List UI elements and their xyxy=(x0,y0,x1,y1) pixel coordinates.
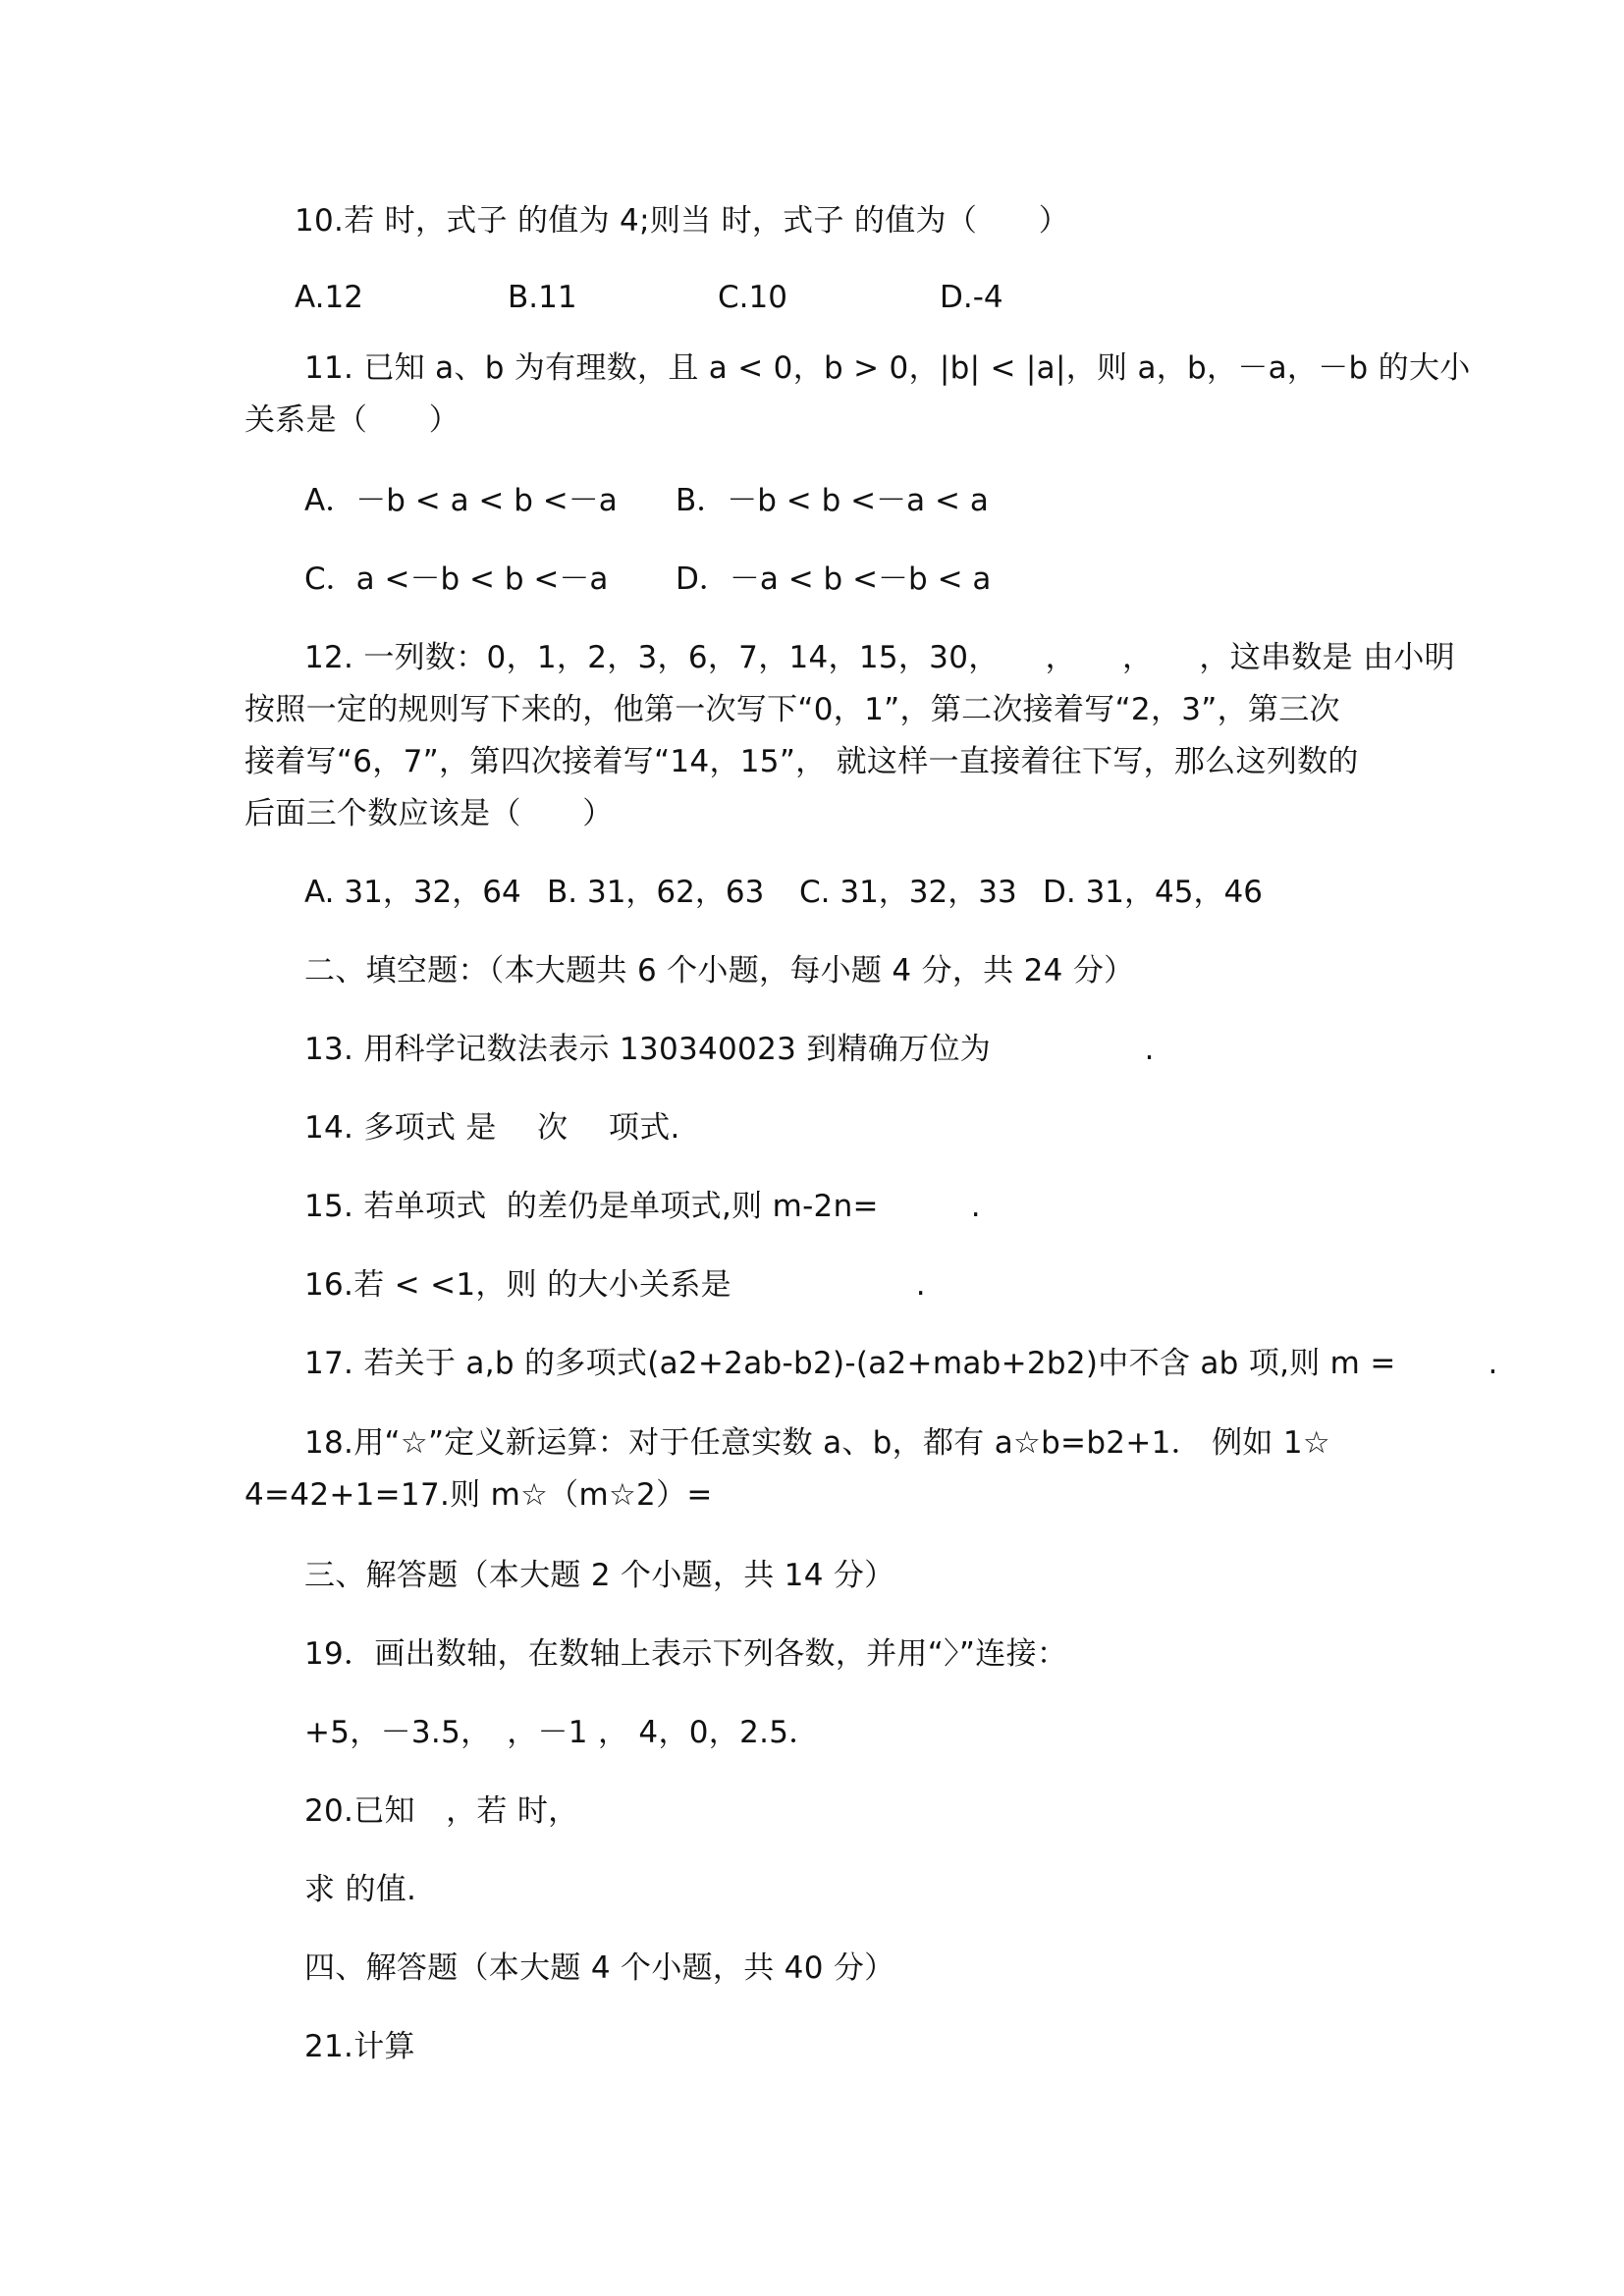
q12-option-d: D. 31，45，46 xyxy=(1043,875,1263,910)
q20-line2: 求 的值. xyxy=(304,1872,417,1907)
q12-option-a: A. 31，32，64 xyxy=(304,875,521,910)
q10-option-d: D.-4 xyxy=(940,280,1003,315)
q18-line1: 18.用“☆”定义新运算：对于任意实数 a、b，都有 a☆b=b2+1． 例如 1☆ xyxy=(304,1425,1330,1461)
q11-option-c: C．a <－b < b <－a xyxy=(304,561,609,597)
q11-stem-line1: 11. 已知 a、b 为有理数，且 a < 0，b > 0，|b| < |a|，则 a，b，－a，－b 的大小 xyxy=(304,350,1471,386)
q20-line1: 20.已知 ，若 时， xyxy=(304,1793,579,1829)
q10-option-b: B.11 xyxy=(508,280,577,315)
section-3-heading: 三、解答题（本大题 2 个小题，共 14 分） xyxy=(304,1558,895,1593)
q11-option-a: A．－b < a < b <－a xyxy=(304,483,618,518)
q17: 17. 若关于 a,b 的多项式(a2+2ab-b2)-(a2+mab+2b2)中不含 ab 项,则 m = . xyxy=(304,1346,1498,1381)
q12-option-c: C. 31，32，33 xyxy=(799,875,1017,910)
q21: 21.计算 xyxy=(304,2029,415,2064)
q11-stem-line2: 关系是（ ） xyxy=(244,402,460,438)
q10-option-a: A.12 xyxy=(295,280,363,315)
q11-option-d: D．－a < b <－b < a xyxy=(676,561,992,597)
q11-option-b: B．－b < b <－a < a xyxy=(676,483,989,518)
section-4-heading: 四、解答题（本大题 4 个小题，共 40 分） xyxy=(304,1950,895,1986)
q10-stem: 10.若 时，式子 的值为 4;则当 时，式子 的值为（ ） xyxy=(295,203,1070,239)
section-2-heading: 二、填空题：（本大题共 6 个小题，每小题 4 分，共 24 分） xyxy=(304,953,1135,988)
q14: 14. 多项式 是 次 项式. xyxy=(304,1110,680,1146)
q12-line2: 按照一定的规则写下来的，他第一次写下“0，1”，第二次接着写“2，3”，第三次 xyxy=(244,692,1340,727)
q12-line4: 后面三个数应该是（ ） xyxy=(244,796,614,831)
q13: 13. 用科学记数法表示 130340023 到精确万位为 . xyxy=(304,1032,1155,1067)
q18-line2: 4=42+1=17.则 m☆（m☆2）= xyxy=(244,1477,713,1513)
q12-line3: 接着写“6，7”，第四次接着写“14，15”， 就这样一直接着往下写，那么这列数的 xyxy=(244,744,1359,779)
q16: 16.若 < <1，则 的大小关系是 . xyxy=(304,1267,926,1303)
q10-option-c: C.10 xyxy=(718,280,787,315)
q15: 15. 若单项式 的差仍是单项式,则 m-2n= . xyxy=(304,1189,981,1224)
q12-line1: 12. 一列数：0，1，2，3，6，7，14，15，30， ， ， ，这串数是 由小明 xyxy=(304,640,1455,675)
q19-stem: 19．画出数轴，在数轴上表示下列各数，并用“〉”连接： xyxy=(304,1636,1068,1672)
q19-values: +5，－3.5， ，－1 ， 4，0，2.5． xyxy=(304,1715,820,1750)
q12-option-b: B. 31，62，63 xyxy=(547,875,765,910)
